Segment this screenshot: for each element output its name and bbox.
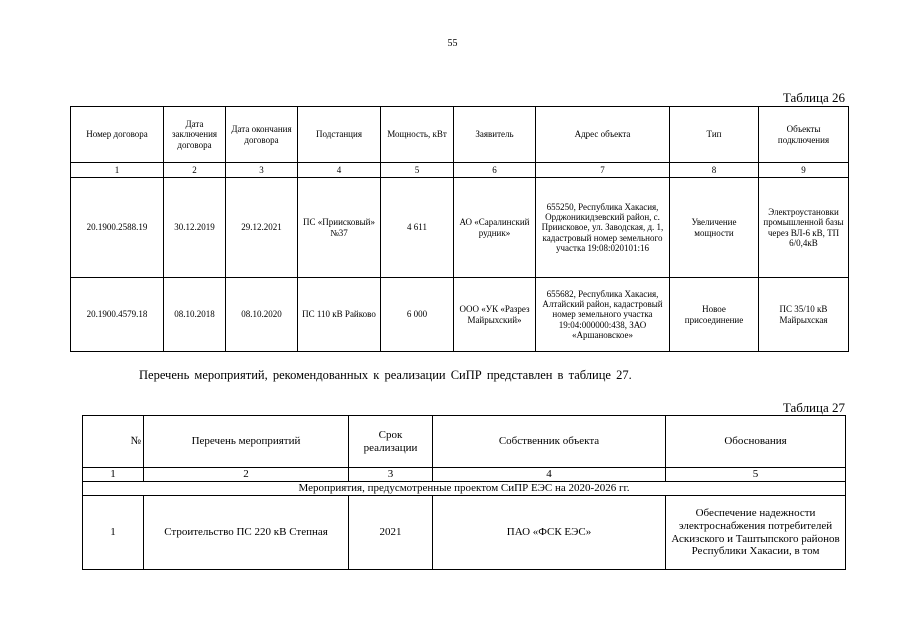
table-27-number-row	[83, 468, 846, 482]
applicant: АО «Саралинский рудник»	[454, 178, 536, 278]
column-number: 7	[536, 163, 670, 178]
column-number: 1	[83, 468, 144, 482]
paragraph: Перечень мероприятий, рекомендованных к реализации СиПР представлен в таблице 27.	[139, 368, 632, 382]
column-number: 4	[433, 468, 666, 482]
column-number: 3	[226, 163, 298, 178]
table-26	[70, 106, 849, 352]
contract-end-date: 08.10.2020	[226, 278, 298, 352]
column-number: 1	[71, 163, 164, 178]
section-row	[83, 482, 846, 496]
column-number: 3	[349, 468, 433, 482]
type: Новое присоединение	[670, 278, 759, 352]
connected-objects: ПС 35/10 кВ Майрыхская	[759, 278, 849, 352]
header-cell: Срок реализации	[349, 416, 433, 468]
column-number: 2	[164, 163, 226, 178]
section-title: Мероприятия, предусмотренные проектом СиПР ЕЭС на 2020-2026 гг.	[83, 482, 846, 496]
contract-number: 20.1900.2588.19	[71, 178, 164, 278]
header-cell: Перечень мероприятий	[144, 416, 349, 468]
header-cell: Тип	[670, 107, 759, 163]
applicant: ООО «УК «Разрез Майрыхский»	[454, 278, 536, 352]
header-cell: Собственник объекта	[433, 416, 666, 468]
header-cell: Мощность, кВт	[381, 107, 454, 163]
table-26-caption: Таблица 26	[782, 90, 845, 105]
column-number: 2	[144, 468, 349, 482]
header-cell: Дата окончания договора	[226, 107, 298, 163]
object-address: 655250, Республика Хакасия, Орджоникидзевский район, с. Приисковое, ул. Заводская, д. 1, кадастровый номер земельного участка 19:08:020101:16	[536, 178, 670, 278]
table-27-caption: Таблица 27	[782, 400, 845, 415]
substation: ПС 110 кВ Райково	[298, 278, 381, 352]
implementation-term: 2021	[349, 496, 433, 570]
object-address: 655682, Республика Хакасия, Алтайский район, кадастровый номер земельного участка 19:04:000000:438, ЗАО «Аршановское»	[536, 278, 670, 352]
table-27-header-row	[83, 416, 846, 468]
measure: Строительство ПС 220 кВ Степная	[144, 496, 349, 570]
contract-date: 30.12.2019	[164, 178, 226, 278]
column-number: 5	[666, 468, 846, 482]
table-row	[71, 278, 849, 352]
header-cell: Адрес объекта	[536, 107, 670, 163]
justification: Обеспечение надежности электроснабжения потребителей Аскизского и Таштыпского районов Республики Хакасии, в том	[666, 496, 846, 570]
column-number: 9	[759, 163, 849, 178]
table-26-number-row	[71, 163, 849, 178]
type: Увеличение мощности	[670, 178, 759, 278]
header-cell: Обоснования	[666, 416, 846, 468]
power: 6 000	[381, 278, 454, 352]
column-number: 4	[298, 163, 381, 178]
header-cell: Номер договора	[71, 107, 164, 163]
table-row	[71, 178, 849, 278]
connected-objects: Электроустановки промышленной базы через ВЛ-6 кВ, ТП 6/0,4кВ	[759, 178, 849, 278]
page-number: 55	[447, 38, 458, 49]
header-cell: Дата заключения договора	[164, 107, 226, 163]
table-27	[82, 415, 846, 570]
header-cell: №	[83, 416, 144, 468]
column-number: 8	[670, 163, 759, 178]
object-owner: ПАО «ФСК ЕЭС»	[433, 496, 666, 570]
power: 4 611	[381, 178, 454, 278]
header-cell: Объекты подключения	[759, 107, 849, 163]
header-cell: Заявитель	[454, 107, 536, 163]
column-number: 5	[381, 163, 454, 178]
table-row	[83, 496, 846, 570]
header-cell: Подстанция	[298, 107, 381, 163]
contract-number: 20.1900.4579.18	[71, 278, 164, 352]
column-number: 6	[454, 163, 536, 178]
substation: ПС «Приисковый» №37	[298, 178, 381, 278]
row-number: 1	[83, 496, 144, 570]
contract-end-date: 29.12.2021	[226, 178, 298, 278]
table-26-header-row	[71, 107, 849, 163]
contract-date: 08.10.2018	[164, 278, 226, 352]
